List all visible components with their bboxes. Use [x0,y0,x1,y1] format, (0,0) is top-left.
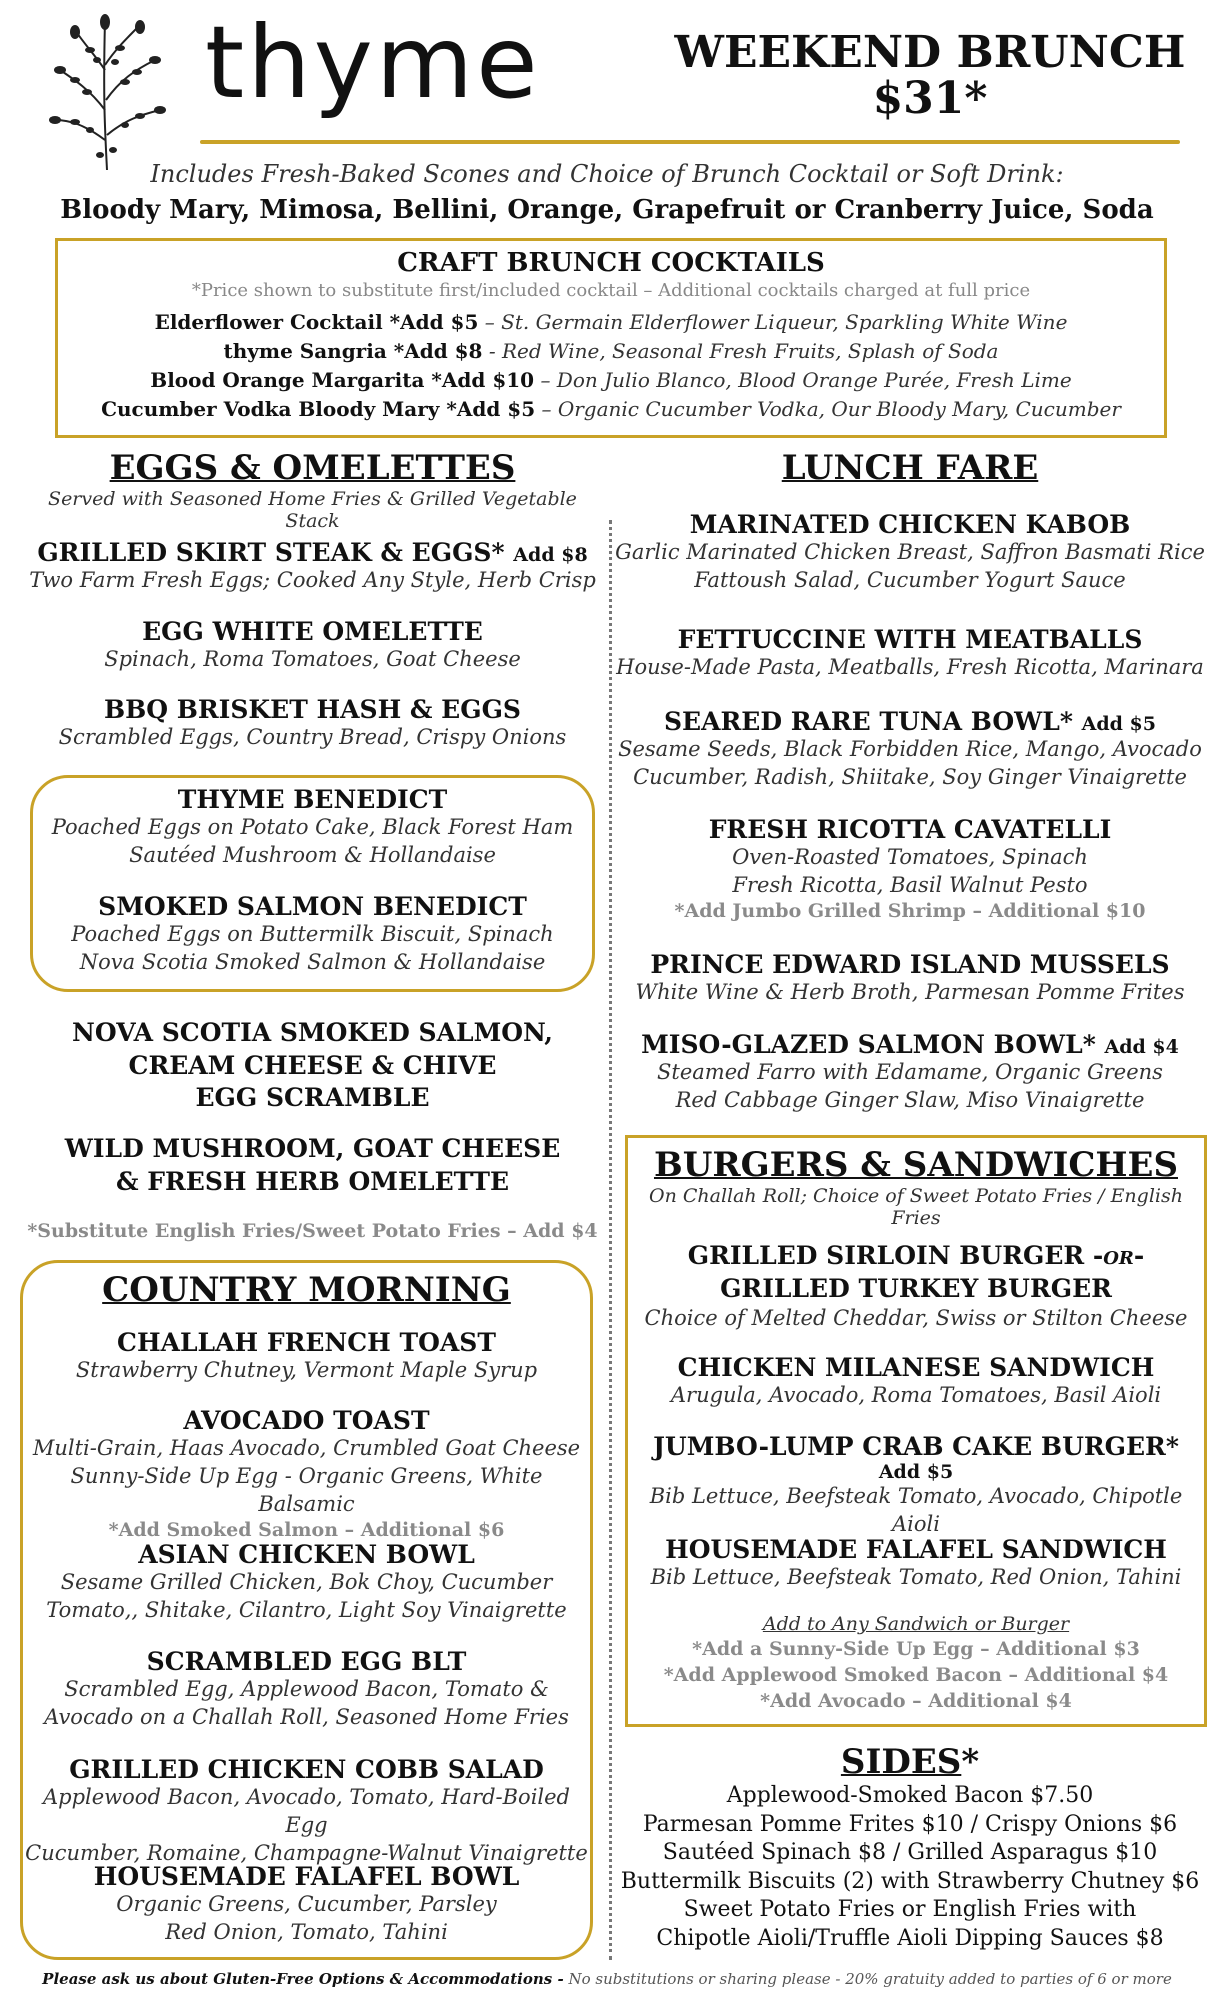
item-desc: Cucumber, Radish, Shiitake, Soy Ginger Vinaigrette [633,764,1187,789]
menu-item-nova [20,1017,605,1115]
item-name: FRESH RICOTTA CAVATELLI [708,815,1112,844]
menu-item-tuna [615,707,1205,792]
menu-item-cavatelli [615,815,1205,922]
addon-item: *Add a Sunny-Side Up Egg – Additional $3 [692,1638,1140,1661]
item-name: NOVA SCOTIA SMOKED SALMON, [72,1018,553,1047]
eggs-note: *Substitute English Fries/Sweet Potato Fries – Add $4 [27,1220,598,1242]
item-name: CHICKEN MILANESE SANDWICH [677,1353,1155,1382]
item-name: PRINCE EDWARD ISLAND MUSSELS [650,950,1170,979]
side-item: Sautéed Spinach $8 / Grilled Asparagus $10 [662,1840,1158,1866]
item-name: MISO-GLAZED SALMON BOWL* [641,1030,1096,1059]
item-desc: White Wine & Herb Broth, Parmesan Pomme Frites [635,980,1185,1004]
menu-item-blt [20,1647,593,1732]
menu-item-mussels [615,950,1205,1007]
item-desc: Scrambled Eggs, Country Bread, Crispy Onions [58,725,567,749]
menu-item-milanese [625,1353,1207,1410]
item-desc: Applewood Bacon, Avocado, Tomato, Hard-Boiled Egg [42,1785,571,1837]
item-desc: Choice of Melted Cheddar, Swiss or Stilton Cheese [644,1306,1188,1330]
side-item: Chipotle Aioli/Truffle Aioli Dipping Sauces $8 [656,1925,1164,1951]
burgers-subtitle: On Challah Roll; Choice of Sweet Potato Fries / English Fries [649,1185,1183,1229]
side-item: Buttermilk Biscuits (2) with Strawberry Chutney $6 [620,1868,1200,1894]
item-desc: Poached Eggs on Buttermilk Biscuit, Spinach [71,922,554,946]
logo-wordmark: thyme [205,4,541,121]
item-desc: Arugula, Avocado, Roma Tomatoes, Basil Aioli [670,1383,1162,1407]
menu-item-cobb [20,1755,593,1868]
eggs-title: EGGS & OMELETTES [109,448,516,488]
item-desc: House-Made Pasta, Meatballs, Fresh Ricotta, Marinara [616,655,1204,679]
item-name: GRILLED SIRLOIN BURGER - [687,1241,1104,1270]
item-desc: Multi-Grain, Haas Avocado, Crumbled Goat Cheese [32,1436,581,1460]
item-desc: Steamed Farro with Edamame, Organic Greens [657,1060,1163,1084]
lunch-section [615,448,1205,488]
item-desc: Red Onion, Tomato, Tahini [165,1919,448,1944]
intro-drinks: Bloody Mary, Mimosa, Bellini, Orange, Grapefruit or Cranberry Juice, Soda [60,195,1154,225]
item-name: SMOKED SALMON BENEDICT [98,892,527,921]
item-name: EGG WHITE OMELETTE [142,617,483,646]
item-add: Add $8 [513,544,588,566]
item-desc: Bib Lettuce, Beefsteak Tomato, Avocado, Chipotle Aioli [649,1484,1183,1536]
item-desc: Red Cabbage Ginger Slaw, Miso Vinaigrette [675,1087,1145,1112]
sides-star: * [961,1742,980,1782]
country-title: COUNTRY MORNING [102,1270,511,1310]
burger-addons [625,1612,1207,1714]
item-desc: Spinach, Roma Tomatoes, Goat Cheese [104,647,521,671]
title-price: $31* [872,73,988,125]
item-name: HOUSEMADE FALAFEL BOWL [93,1862,520,1891]
item-name: AVOCADO TOAST [183,1406,430,1435]
item-desc: Tomato,, Shitake, Cilantro, Light Soy Vinaigrette [46,1597,567,1622]
item-desc: Two Farm Fresh Eggs; Cooked Any Style, Herb Crisp [29,568,596,592]
item-desc: Poached Eggs on Potato Cake, Black Forest Ham [51,815,574,839]
side-item: Applewood-Smoked Bacon $7.50 [726,1783,1094,1808]
item-name: GRILLED TURKEY BURGER [720,1273,1112,1303]
menu-item-crab [625,1432,1207,1539]
menu-item-falafel-sandwich [625,1535,1207,1592]
item-name: GRILLED SKIRT STEAK & EGGS* [37,538,505,567]
header-rule [200,140,1180,144]
item-desc: Garlic Marinated Chicken Breast, Saffron Basmati Rice [615,540,1205,564]
item-desc: Organic Greens, Cucumber, Parsley [116,1892,497,1916]
item-desc: Sunny-Side Up Egg - Organic Greens, White Balsamic [70,1463,543,1516]
footer-bold: Please ask us about Gluten-Free Options & Accommodations - [42,1970,564,1988]
item-add: Add $4 [1104,1036,1179,1058]
page-title [670,27,1190,125]
item-desc: Avocado on a Challah Roll, Seasoned Home Fries [44,1704,569,1729]
item-desc: Nova Scotia Smoked Salmon & Hollandaise [79,949,546,974]
menu-item-sirloin [625,1240,1207,1333]
item-desc: Sesame Grilled Chicken, Bok Choy, Cucumber [60,1570,553,1594]
item-name: BBQ BRISKET HASH & EGGS [104,695,521,724]
item-or: OR [1103,1248,1134,1269]
addon-item: *Add Applewood Smoked Bacon – Additional $4 [663,1663,1169,1686]
item-extra: *Add Smoked Salmon – Additional $6 [108,1518,505,1541]
item-name: HOUSEMADE FALAFEL SANDWICH [665,1535,1167,1564]
item-desc: Fattoush Salad, Cucumber Yogurt Sauce [694,567,1126,592]
item-desc: Sautéed Mushroom & Hollandaise [129,842,496,867]
cocktail-item: thyme Sangria *Add $8 - Red Wine, Seasonal Fresh Fruits, Splash of Soda [223,339,999,363]
menu-item-asian-bowl [20,1540,593,1625]
menu-item-steak [20,538,605,595]
country-section [20,1270,593,1310]
thyme-herb-illustration [45,10,170,175]
menu-item-kabob [615,510,1205,595]
cocktail-item: Blood Orange Margarita *Add $10 – Don Julio Blanco, Blood Orange Purée, Fresh Lime [150,368,1072,392]
footer-note [0,1970,1214,1988]
item-dash: - [1133,1241,1145,1270]
item-name: CHALLAH FRENCH TOAST [117,1328,496,1357]
menu-item-salmon-benedict [30,892,595,977]
column-divider [609,520,612,1960]
side-item: Parmesan Pomme Frites $10 / Crispy Onions $6 [642,1811,1178,1837]
item-name: ASIAN CHICKEN BOWL [138,1540,475,1569]
menu-item-fettuccine [615,625,1205,682]
item-extra: *Add Jumbo Grilled Shrimp – Additional $10 [674,899,1146,922]
cocktail-item: Elderflower Cocktail *Add $5 – St. Germain Elderflower Liqueur, Sparkling White Wine [154,310,1068,334]
menu-item-falafel-bowl [20,1862,593,1947]
title-line: WEEKEND BRUNCH [674,27,1186,78]
addon-item: *Add Avocado – Additional $4 [760,1689,1072,1712]
sides-section [615,1742,1205,1954]
menu-item-benedict [30,785,595,870]
menu-item-avocado-toast [20,1406,593,1541]
menu-item-miso [615,1030,1205,1115]
side-item: Sweet Potato Fries or English Fries with [683,1897,1137,1923]
eggs-subtitle: Served with Seasoned Home Fries & Grilled Vegetable Stack [48,488,577,532]
item-desc: Strawberry Chutney, Vermont Maple Syrup [75,1358,538,1382]
lunch-title: LUNCH FARE [781,448,1039,488]
item-name: FETTUCCINE WITH MEATBALLS [677,625,1143,654]
menu-item-mushroom [20,1133,605,1198]
cocktails-note: *Price shown to substitute first/included cocktail – Additional cocktails charged at full price [191,280,1031,301]
menu-item-egg-white [20,617,605,674]
item-add: Add $5 [878,1461,954,1483]
item-add: Add $5 [1081,713,1156,735]
item-name: THYME BENEDICT [177,785,448,814]
menu-item-brisket [20,695,605,752]
eggs-section [20,448,605,532]
item-name: EGG SCRAMBLE [195,1083,430,1112]
footer-text: No substitutions or sharing please - 20% gratuity added to parties of 6 or more [563,1970,1172,1988]
item-name: JUMBO-LUMP CRAB CAKE BURGER* [653,1432,1179,1461]
item-desc: Scrambled Egg, Applewood Bacon, Tomato & [64,1677,549,1701]
item-desc: Sesame Seeds, Black Forbidden Rice, Mango, Avocado [618,737,1202,761]
menu-item-french-toast [20,1328,593,1385]
item-desc: Oven-Roasted Tomatoes, Spinach [732,845,1088,869]
item-desc: Bib Lettuce, Beefsteak Tomato, Red Onion, Tahini [650,1565,1182,1589]
item-name: CREAM CHEESE & CHIVE [128,1050,497,1080]
addons-title: Add to Any Sandwich or Burger [762,1613,1070,1635]
burgers-title: BURGERS & SANDWICHES [653,1145,1178,1185]
item-name: GRILLED CHICKEN COBB SALAD [69,1755,544,1784]
item-name: & FRESH HERB OMELETTE [115,1166,510,1196]
item-desc: Fresh Ricotta, Basil Walnut Pesto [732,872,1088,897]
sides-title: SIDES [840,1742,962,1782]
item-name: SEARED RARE TUNA BOWL* [664,707,1073,736]
burgers-section [625,1145,1207,1229]
intro-line: Includes Fresh-Baked Scones and Choice of Brunch Cocktail or Soft Drink: [150,160,1064,188]
item-desc: Cucumber, Romaine, Champagne-Walnut Vinaigrette [25,1840,588,1865]
cocktail-item: Cucumber Vodka Bloody Mary *Add $5 – Organic Cucumber Vodka, Our Bloody Mary, Cucumber [101,397,1121,421]
item-name: SCRAMBLED EGG BLT [146,1647,467,1676]
item-name: WILD MUSHROOM, GOAT CHEESE [64,1134,561,1163]
cocktails-title: CRAFT BRUNCH COCKTAILS [397,248,825,278]
item-name: MARINATED CHICKEN KABOB [689,510,1131,539]
